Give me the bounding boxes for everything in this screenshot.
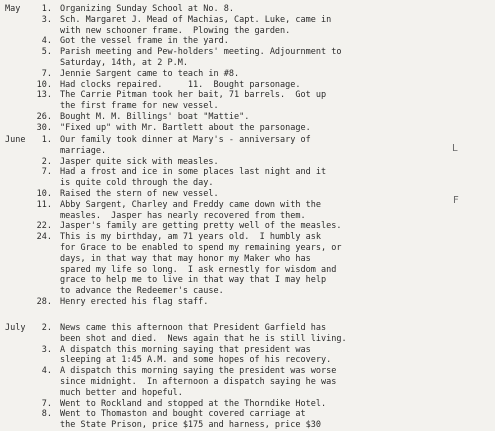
- diary-entry-continuation: [0, 254, 495, 265]
- entry-text: been shot and died. News again that he is still living.: [60, 333, 347, 344]
- diary-entry-continuation: [0, 178, 495, 189]
- month-label: June: [5, 135, 26, 145]
- diary-entry: [0, 15, 495, 26]
- entry-text: measles. Jasper has nearly recovered from them.: [60, 210, 306, 221]
- entry-text: Went to Rockland and stopped at the Thorndike Hotel.: [60, 398, 327, 409]
- entry-day: 24.: [36, 232, 52, 243]
- diary-entry: [0, 4, 495, 15]
- entry-day: 10.: [36, 188, 52, 199]
- diary-entry: [0, 232, 495, 243]
- entry-day: 7.: [41, 167, 52, 178]
- diary-entry-continuation: [0, 275, 495, 286]
- diary-entry: [0, 167, 495, 178]
- diary-entry: [0, 112, 495, 123]
- entry-day: 5.: [41, 47, 52, 58]
- entry-text: to advance the Redeemer's cause.: [60, 286, 224, 297]
- diary-entry-continuation: [0, 420, 495, 431]
- diary-entry: [0, 323, 495, 334]
- entry-day: 7.: [41, 398, 52, 409]
- diary-entry-continuation: [0, 334, 495, 345]
- diary-entry: [0, 189, 495, 200]
- entry-text: Jasper quite sick with measles.: [60, 156, 219, 167]
- diary-entry: [0, 409, 495, 420]
- entry-text: Parish meeting and Pew-holders' meeting. Adjournment to: [60, 47, 342, 58]
- entry-text: Organizing Sunday School at No. 8.: [60, 4, 234, 14]
- entry-text: Sch. Margaret J. Mead of Machias, Capt. Luke, came in: [60, 14, 332, 25]
- entry-text: Bought M. M. Billings' boat "Mattie".: [60, 111, 250, 122]
- entry-text: is quite cold through the day.: [60, 178, 214, 189]
- entry-text: the first frame for new vessel.: [60, 101, 219, 112]
- entry-text: "Fixed up" with Mr. Bartlett about the parsonage.: [60, 122, 311, 133]
- entry-text: Saturday, 14th, at 2 P.M.: [60, 57, 188, 68]
- entry-day: 1.: [41, 4, 52, 14]
- entry-text: the State Prison, price $175 and harness, price $30: [60, 420, 321, 431]
- entry-text: for Grace to be enabled to spend my remaining years, or: [60, 242, 342, 253]
- entry-day: 11.: [36, 199, 52, 210]
- entry-text: sleeping at 1:45 A.M. and some hopes of his recovery.: [60, 355, 332, 366]
- entry-text: Had a frost and ice in some places last night and it: [60, 167, 327, 178]
- entry-text: days, in that way that may honor my Maker who has: [60, 253, 311, 264]
- entry-text: Our family took dinner at Mary's - anniversary of: [60, 135, 311, 145]
- entry-day: 10.: [36, 79, 52, 90]
- margin-mark-1: L: [452, 143, 458, 154]
- entry-day: 1.: [41, 135, 52, 145]
- entry-day: 3.: [41, 14, 52, 25]
- diary-entry-continuation: [0, 146, 495, 157]
- diary-entry-continuation: [0, 243, 495, 254]
- entry-text: Henry erected his flag staff.: [60, 296, 209, 307]
- entry-day: 22.: [36, 221, 52, 232]
- diary-entry: [0, 135, 495, 146]
- diary-entry-continuation: [0, 58, 495, 69]
- diary-entry-continuation: [0, 211, 495, 222]
- diary-entry: [0, 157, 495, 168]
- diary-entry-continuation: [0, 265, 495, 276]
- entry-day: 7.: [41, 68, 52, 79]
- diary-entry: [0, 80, 495, 91]
- entry-text: News came this afternoon that President Garfield has: [60, 323, 327, 333]
- entry-text: much better and hopeful.: [60, 387, 183, 398]
- entry-text: A dispatch this morning saying that president was: [60, 344, 311, 355]
- entry-text: Abby Sargent, Charley and Freddy came down with the: [60, 199, 321, 210]
- diary-entry: [0, 47, 495, 58]
- entry-text: The Carrie Pitman took her bait, 71 barrels. Got up: [60, 90, 327, 101]
- entry-text: Jasper's family are getting pretty well of the measles.: [60, 221, 342, 232]
- entry-text: with new schooner frame. Plowing the garden.: [60, 25, 291, 36]
- entry-text: marriage.: [60, 145, 107, 156]
- entry-text: Raised the stern of new vessel.: [60, 188, 219, 199]
- entry-day: 13.: [36, 90, 52, 101]
- diary-entry-continuation: [0, 286, 495, 297]
- month-label: July: [5, 323, 26, 333]
- entry-day: 26.: [36, 111, 52, 122]
- diary-entry: [0, 123, 495, 134]
- diary-entry-continuation: [0, 101, 495, 112]
- margin-mark-2: F: [453, 195, 459, 206]
- month-section-july: [0, 323, 495, 431]
- entry-day: 2.: [41, 156, 52, 167]
- entry-text: Got the vessel frame in the yard.: [60, 36, 229, 47]
- diary-entry: [0, 297, 495, 308]
- diary-entry: [0, 36, 495, 47]
- entry-day: 30.: [36, 122, 52, 133]
- entry-text: grace to help me to live in that way that I may help: [60, 275, 327, 286]
- entry-day: 3.: [41, 344, 52, 355]
- entry-text: since midnight. In afternoon a dispatch saying he was: [60, 376, 337, 387]
- diary-entry: [0, 69, 495, 80]
- diary-entry: [0, 345, 495, 356]
- diary-entry: [0, 399, 495, 410]
- entry-text: A dispatch this morning saying the president was worse: [60, 366, 337, 377]
- month-section-june: [0, 135, 495, 308]
- month-label: May: [5, 4, 21, 14]
- diary-entry-continuation: [0, 26, 495, 37]
- entry-day: 4.: [41, 36, 52, 47]
- entry-text: Jennie Sargent came to teach in #8.: [60, 68, 240, 79]
- diary-entry-continuation: [0, 377, 495, 388]
- diary-entry-continuation: [0, 388, 495, 399]
- entry-day: 8.: [41, 409, 52, 420]
- entry-text: This is my birthday, am 71 years old. I humbly ask: [60, 232, 321, 243]
- entry-text: spared my life so long. I ask ernestly for wisdom and: [60, 264, 337, 275]
- entry-text: Went to Thomaston and bought covered carriage at: [60, 409, 306, 420]
- entry-day: 4.: [41, 366, 52, 377]
- entry-day: 2.: [41, 323, 52, 333]
- diary-entry-continuation: [0, 355, 495, 366]
- entry-text: Had clocks repaired. 11. Bought parsonage.: [60, 79, 301, 90]
- entry-day: 28.: [36, 296, 52, 307]
- diary-entry: [0, 366, 495, 377]
- diary-entry: [0, 221, 495, 232]
- diary-entry: [0, 90, 495, 101]
- month-section-may: [0, 4, 495, 134]
- diary-entry: [0, 200, 495, 211]
